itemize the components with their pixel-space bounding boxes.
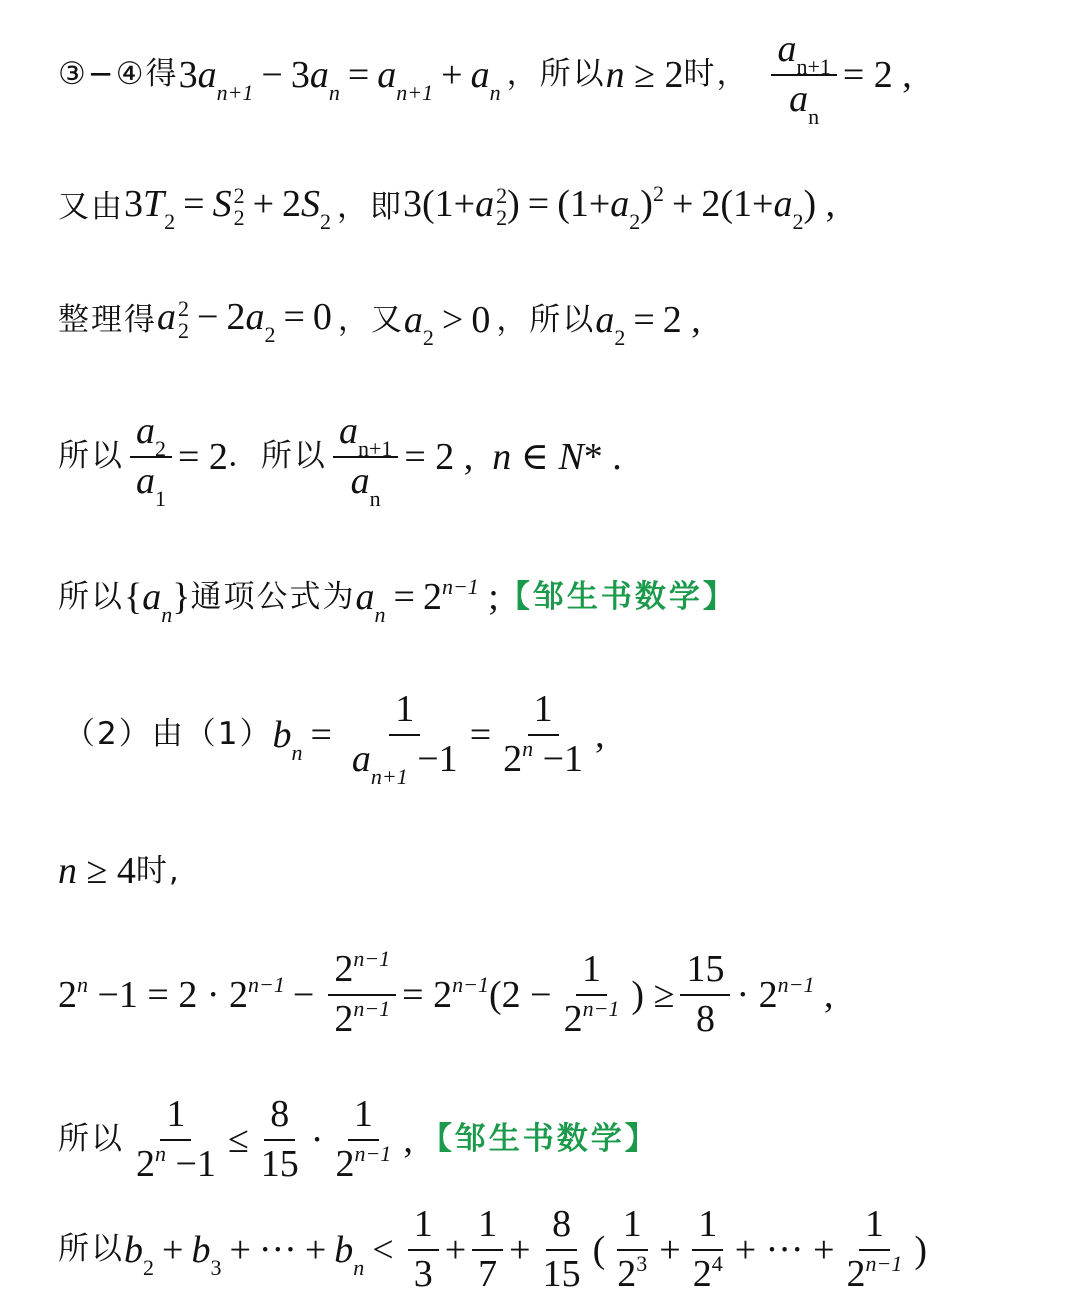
math-line2-eq2: 3(1+a 2 2 ) = $(1+a_2)^2 + 2(1+a_2)$ , bbox=[403, 181, 836, 234]
fraction-bn-1: 1 a n+1 −1 bbox=[351, 688, 458, 789]
math-line3-eq3: $a_2 = 2$ , bbox=[595, 299, 701, 351]
formula-line-10 bbox=[58, 1205, 927, 1295]
math-line10-sum: $b_2 + b_3$ + ··· + $b_n$ < bbox=[124, 1228, 394, 1280]
text-line1-c: 时， bbox=[683, 56, 750, 93]
text-line1-b: ，所以 bbox=[506, 56, 606, 93]
fraction-line10-1: $\frac{1}{3}$ bbox=[408, 1205, 439, 1295]
formula-line-5 bbox=[58, 574, 737, 627]
fraction-line10-4: 1 2 3 bbox=[617, 1203, 648, 1295]
formula-line-3 bbox=[58, 296, 701, 351]
formula-line-8 bbox=[58, 946, 834, 1040]
text-line4-a: 所以 bbox=[58, 438, 124, 475]
math-line4-eq2: = 2 , n ∈ N* . bbox=[404, 435, 622, 478]
math-line3-eq1: a 2 2 − $2a_2 = 0$ bbox=[157, 296, 332, 347]
fraction-line8-1: 2 n−1 2 n−1 bbox=[328, 950, 396, 1040]
text-line2-a: 又由 bbox=[58, 188, 124, 225]
math-line1-eq2: = 2 , bbox=[842, 53, 912, 96]
watermark-tag-2: 【邹生书数学】 bbox=[420, 1121, 659, 1158]
fraction-ratio: a n+1 a n bbox=[771, 30, 836, 120]
text-line2-b: ，即 bbox=[337, 188, 404, 225]
text-line3-c: ，所以 bbox=[496, 301, 596, 338]
formula-line-1 bbox=[58, 28, 912, 129]
text-line7-a: 时, bbox=[135, 852, 181, 889]
formula-line-9 bbox=[58, 1095, 659, 1185]
fraction-line10-5: 1 2 4 bbox=[692, 1203, 723, 1295]
math-line10-p2: + bbox=[509, 1228, 531, 1271]
fraction-line10-6: 1 2 n−1 bbox=[846, 1203, 903, 1295]
fraction-line10-2: $\frac{1}{7}$ bbox=[472, 1205, 503, 1295]
math-line10-p3: + bbox=[659, 1228, 681, 1271]
math-line10-close: ) bbox=[914, 1228, 928, 1271]
math-line9-comma: , bbox=[403, 1118, 413, 1161]
formula-line-7 bbox=[58, 852, 181, 890]
math-line4-eq1: = 2 bbox=[178, 435, 228, 478]
fraction-line9-3: 1 2 n−1 bbox=[335, 1093, 392, 1185]
fraction-line8-2: 1 2 n−1 bbox=[563, 948, 620, 1040]
math-line6-eq: = bbox=[469, 713, 492, 756]
fraction-a2-a1: a 2 a 1 bbox=[130, 412, 172, 502]
math-line1-eq: $3a_{n+1} - 3a_n = a_{n+1} + a_n$ bbox=[178, 53, 501, 105]
text-line1-a: ③−④得 bbox=[58, 56, 179, 93]
fraction-line9-1: 1 2 n −1 bbox=[136, 1093, 216, 1185]
fraction-bn-2: 1 2 n −1 bbox=[503, 688, 584, 780]
fraction-an1-an: a n+1 a n bbox=[333, 412, 398, 502]
math-line8-b: = $2^{n-1}(2$ − bbox=[402, 971, 552, 1016]
math-line2-eq1: $3T_2 = S$ 2 2 + $2S_2$ bbox=[124, 183, 332, 234]
fraction-line9-2: $\frac{8}{15}$ bbox=[260, 1093, 299, 1185]
math-line8-d: · $2^{n-1}$ , bbox=[736, 971, 834, 1016]
math-line5-eq: $a_n = 2^{n-1}$ ; bbox=[355, 574, 499, 627]
math-line8-c: ) ≥ bbox=[631, 973, 675, 1016]
text-line6-a: （2）由（1） bbox=[64, 716, 273, 753]
math-line3-eq2: $a_2 > 0$ bbox=[403, 299, 491, 351]
formula-line-4 bbox=[58, 410, 622, 511]
math-line9-dot: · bbox=[310, 1118, 324, 1161]
fraction-line8-3: $\frac{15}{8}$ bbox=[680, 950, 730, 1040]
watermark-tag-1: 【邹生书数学】 bbox=[498, 578, 737, 615]
math-line8-a: $2^n -1 = 2 \cdot 2^{n-1}$ − bbox=[58, 971, 315, 1016]
text-line5-a: 所以 bbox=[58, 578, 124, 615]
math-line10-paren: ( bbox=[592, 1228, 606, 1271]
text-line4-b: ．所以 bbox=[227, 438, 327, 475]
math-line10-p1: + bbox=[444, 1228, 467, 1271]
math-line6-b: $b_n$ = bbox=[272, 713, 332, 765]
math-line10-p4: + ··· + bbox=[734, 1228, 835, 1271]
math-line5-set: $\{a_n\}$ bbox=[124, 576, 191, 627]
text-line5-b: 通项公式为 bbox=[190, 578, 356, 615]
formula-line-6 bbox=[58, 688, 605, 789]
math-line9-le: ≤ bbox=[227, 1118, 249, 1161]
text-line3-a: 整理得 bbox=[58, 301, 157, 338]
text-line3-b: ，又 bbox=[337, 301, 404, 338]
fraction-line10-3: $\frac{8}{15}$ bbox=[542, 1203, 581, 1295]
math-line1-cond: n ≥ 2 bbox=[605, 53, 684, 96]
math-line6-comma: , bbox=[595, 713, 605, 756]
math-line7-cond: n ≥ 4 bbox=[58, 850, 136, 892]
formula-line-2 bbox=[58, 181, 836, 234]
text-line9-a: 所以 bbox=[58, 1121, 124, 1158]
text-line10-a: 所以 bbox=[58, 1231, 124, 1268]
